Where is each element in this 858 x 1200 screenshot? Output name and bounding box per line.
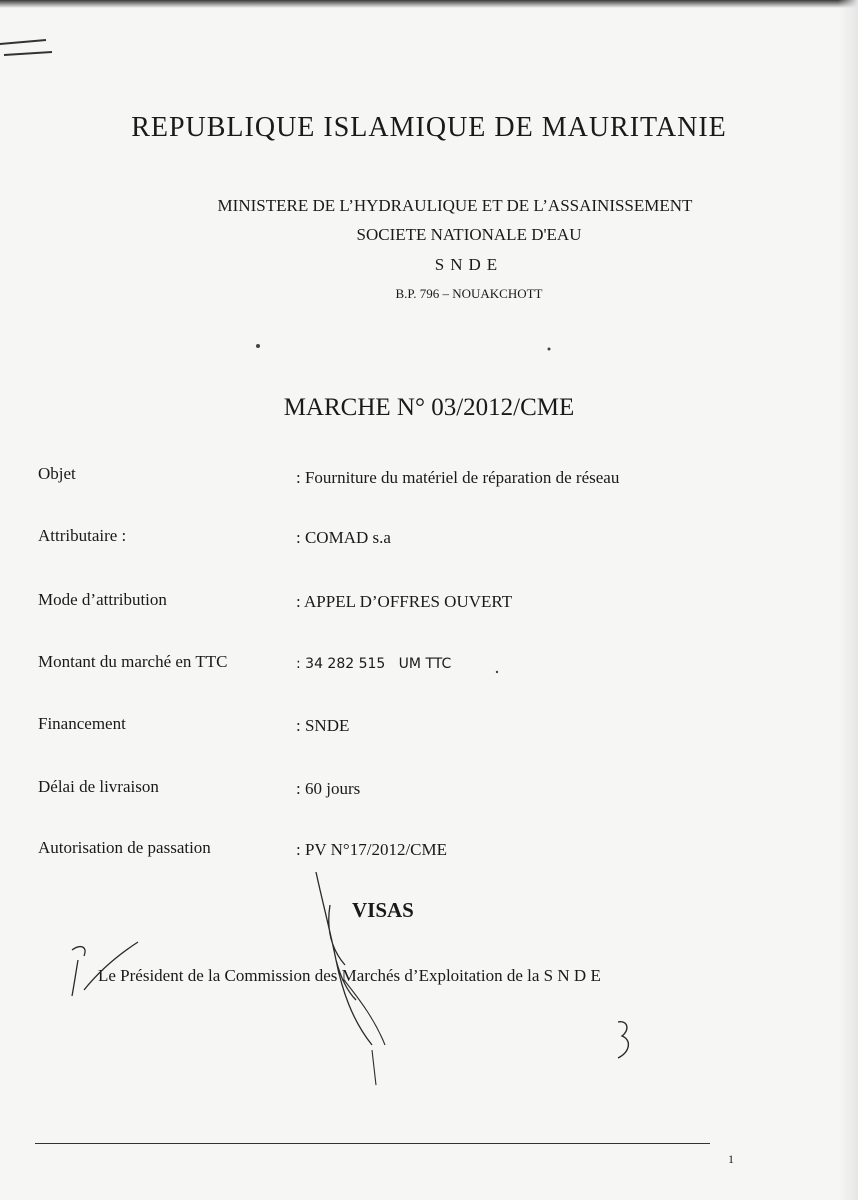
field-value: : 34 282 515 UM TTC xyxy=(296,656,452,672)
speck xyxy=(256,344,260,348)
field-row-financement xyxy=(0,714,858,744)
field-value: : 60 jours xyxy=(296,779,361,798)
field-row-mode xyxy=(0,590,858,620)
contract-title: MARCHE N° 03/2012/CME xyxy=(283,394,575,421)
president-line: Le Président de la Commission des Marchés d’Exploitation de la S N D E xyxy=(98,966,601,985)
field-value: : APPEL D’OFFRES OUVERT xyxy=(296,592,513,611)
field-label: Autorisation de passation xyxy=(38,838,211,857)
field-row-objet xyxy=(0,464,858,494)
field-row-autorisation xyxy=(0,838,858,868)
speck xyxy=(548,348,551,351)
postal-address: B.P. 796 – NOUAKCHOTT xyxy=(395,286,543,301)
ministry-name: MINISTERE DE L’HYDRAULIQUE ET DE L’ASSAINISSEMENT xyxy=(217,196,693,215)
visas-heading: VISAS xyxy=(352,898,414,922)
field-value: : SNDE xyxy=(296,716,350,735)
signature-stroke xyxy=(344,980,385,1085)
country-title: REPUBLIQUE ISLAMIQUE DE MAURITANIE xyxy=(131,112,727,143)
page-number: 1 xyxy=(728,1152,734,1166)
field-value: : COMAD s.a xyxy=(296,528,391,547)
scan-smudge xyxy=(0,40,52,55)
field-value: : PV N°17/2012/CME xyxy=(296,840,448,859)
scan-edge xyxy=(0,0,858,8)
field-label: Attributaire : xyxy=(38,526,127,545)
company-name: SOCIETE NATIONALE D'EAU xyxy=(356,225,582,244)
field-row-delai xyxy=(0,777,858,807)
footer-divider xyxy=(35,1143,710,1144)
field-row-montant xyxy=(0,652,858,682)
field-label: Mode d’attribution xyxy=(38,590,167,609)
field-row-attributaire xyxy=(0,526,858,556)
field-label: Délai de livraison xyxy=(38,777,159,796)
field-label: Financement xyxy=(38,714,126,733)
field-label: Montant du marché en TTC xyxy=(38,652,228,671)
field-label: Objet xyxy=(38,464,76,483)
signature-mark xyxy=(618,1022,628,1058)
field-value: : Fourniture du matériel de réparation de réseau xyxy=(296,468,620,487)
company-acronym: SNDE xyxy=(434,255,504,274)
